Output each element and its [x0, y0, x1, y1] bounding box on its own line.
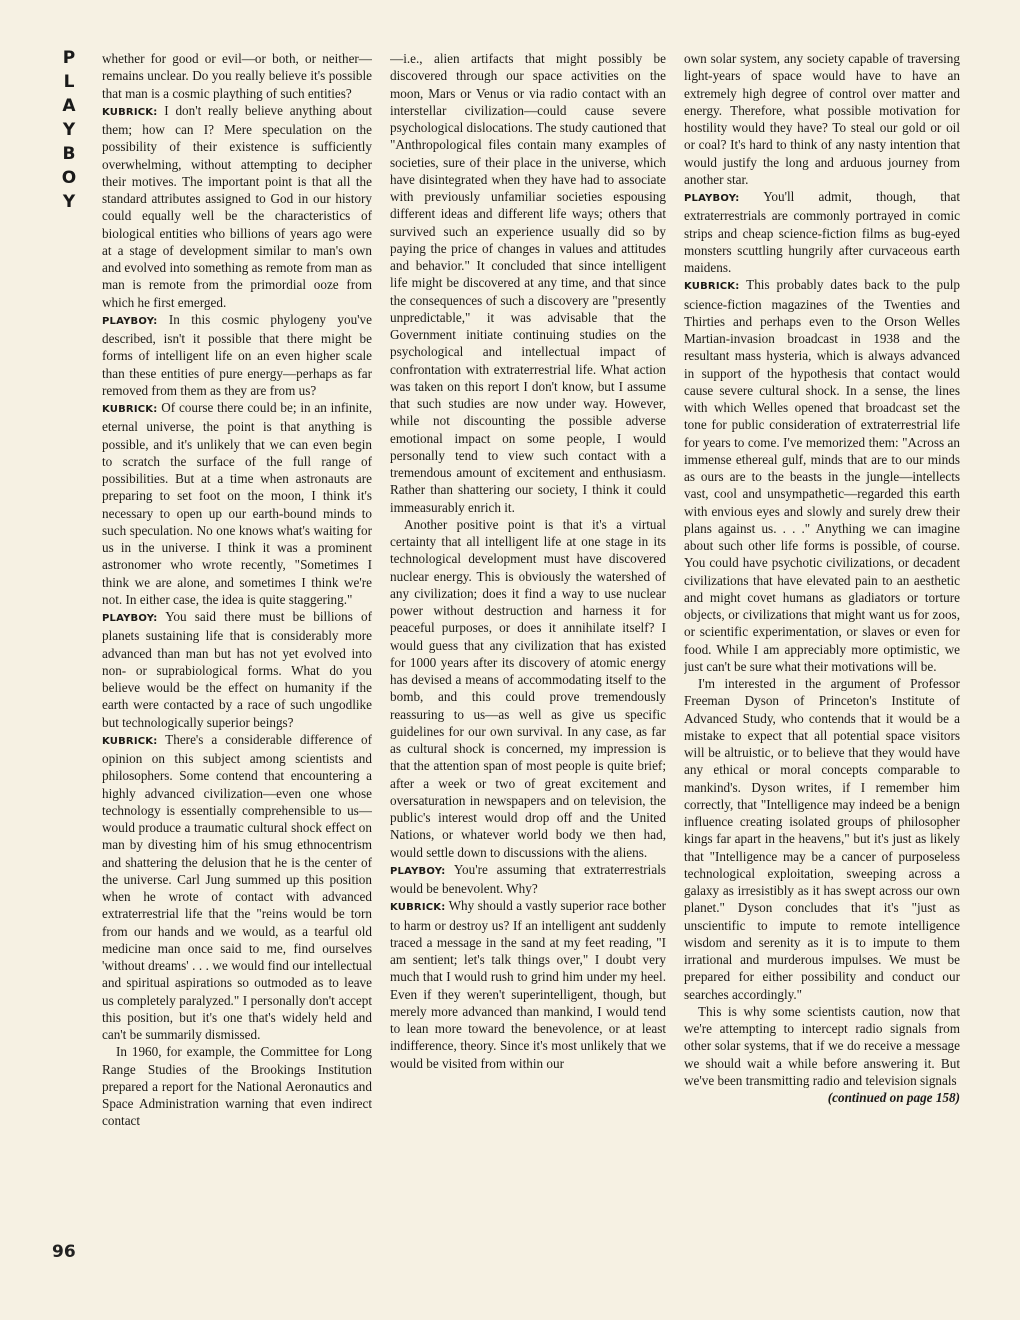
speaker-label: KUBRICK:: [390, 902, 446, 914]
article-column-1: [102, 50, 372, 1270]
paragraph-text: Another positive point is that it's a virtual certainty that all intelligent life at one stage in its technological development must have discovered nuclear energy. This is obviously the watershed of any civilization; does it find a way to use nuclear power without destruction and harness it for peaceful purposes, or does it annihilate itself? I would guess that any civilization that has existed for 1000 years after its discovery of atomic energy has devised a means of accommodating itself to the bomb, and this could prove tremendously reassuring to us—as well as give us specific guidelines for our own survival. In any case, as far as cultural shock is concerned, my impression is that the attention span of most people is quite brief; after a week or two of great excitement and oversaturation in newspapers and on television, the public's interest would drop off and the United Nations, or whatever world body we then had, would settle down to discussions with the aliens.: [390, 516, 666, 860]
paragraph-text: I'm interested in the argument of Professor Freeman Dyson of Princeton's Institute of Advanced Study, who contends that it would be a mistake to expect that all potential space visitors will be altruistic, or to believe that they would have any ethical or moral concepts comparable to mankind's. Dyson writes, if I remember him correctly, that "Intelligence may indeed be a benign influence creating isolated groups of philosopher kings far apart in the heavens," but it's just as likely that "Intelligence may be a cancer of purposeless technological exploitation, sweeping across a galaxy as irresistibly as it has swept across our own planet." Dyson concludes that it's "just as unscientific to impute to remote intelligence wisdom and serenity as it is to impute to them irrational and murderous impulses. We must be prepared for either possibility and conduct our searches accordingly.": [684, 676, 960, 1002]
paragraph-text: Of course there could be; in an infinite, eternal universe, the point is that anything is possible, and it's unlikely that we can even begin to scratch the surface of the full range of possibilities. But at a time when astronauts are preparing to set foot on the moon, I think it's necessary to open up our earth-bound minds to such speculation. No one knows what's waiting for us in the universe. I think it was a prominent astronomer who wrote recently, "Sometimes I think we are alone, and sometimes I think we're not. In either case, the idea is quite staggering.": [102, 400, 372, 607]
masthead-letter: B: [62, 144, 76, 164]
paragraph: [390, 897, 666, 1072]
paragraph: [102, 50, 372, 102]
paragraph-text: own solar system, any society capable of traversing light-years of space would have to have an extremely high degree of control over matter and energy. Therefore, what possible motivation for hostility would they have? To steal our gold or oil or coal? It's hard to think of any nasty intention that would justify the long and arduous journey from another star.: [684, 51, 960, 187]
masthead-letter: L: [63, 72, 75, 92]
paragraph-text: Why should a vastly superior race bother to harm or destroy us? If an intelligent ant suddenly traced a message in the sand at my feet reading, "I am sentient; let's talk things over," I doubt very much that I would rush to grind him under my heel. Even if they weren't superintelligent, though, but merely more advanced than mankind, I would tend to lean more toward the benevolence, or at least indifference, theory. Since it's most unlikely that we would be visited from within our: [390, 898, 666, 1071]
paragraph-text: This is why some scientists caution, now that we're attempting to intercept radio signals from other solar systems, that if we do receive a message we should wait a while before answering it. But we've been transmitting radio and television signals: [684, 1003, 960, 1088]
paragraph-text: In this cosmic phylogeny you've described, isn't it possible that there might be forms of intelligent life on an even higher scale than these entities of pure energy—perhaps as far removed from them as they are from us?: [102, 311, 372, 398]
paragraph: [102, 399, 372, 608]
speaker-label: PLAYBOY:: [684, 193, 740, 204]
paragraph: [390, 516, 666, 861]
speaker-label: KUBRICK:: [102, 404, 158, 415]
paragraph-text: You said there must be billions of planets sustaining life that is considerably more advanced than man but has not yet evolved into non- or suprabiological forms. What do you believe would be the effect on humanity if the earth were contacted by a race of such ungodlike but technologically superior beings?: [102, 609, 372, 730]
paragraph: [102, 608, 372, 731]
masthead-letter: P: [62, 48, 76, 68]
paragraph-text: whether for good or evil—or both, or neither—remains unclear. Do you really believe it's possible that man is a cosmic plaything of such entities?: [102, 51, 372, 101]
masthead-letter: A: [62, 96, 76, 116]
masthead-letter: Y: [62, 120, 76, 140]
paragraph: [390, 50, 666, 516]
masthead-letter: Y: [62, 192, 76, 212]
speaker-label: KUBRICK:: [102, 735, 158, 747]
speaker-label: PLAYBOY:: [390, 865, 446, 877]
paragraph-text: You're assuming that extraterrestrials would be benevolent. Why?: [390, 861, 666, 896]
article-column-2: [390, 50, 666, 1270]
paragraph-text: In 1960, for example, the Committee for Long Range Studies of the Brookings Institution prepared a report for the National Aeronautics and Space Administration warning that even indirect contact: [102, 1044, 372, 1129]
continued-note: [684, 1089, 960, 1106]
paragraph: [102, 731, 372, 1044]
article-column-3: [684, 50, 960, 1270]
speaker-label: KUBRICK:: [684, 281, 740, 293]
paragraph: [102, 311, 372, 399]
paragraph: [684, 188, 960, 276]
speaker-label: PLAYBOY:: [102, 315, 158, 327]
paragraph-text: You'll admit, though, that extraterrestrials are commonly portrayed in comic strips and cheap science-fiction films as bug-eyed monsters scuttling hungrily after curvaceous earth maidens.: [684, 189, 960, 275]
paragraph-text: —i.e., alien artifacts that might possibly be discovered through our space activities on the moon, Mars or Venus or via radio contact with an interstellar civilization—could cause severe psychological dislocations. The study cautioned that "Anthropological files contain many examples of societies, sure of their place in the universe, which have disintegrated when they have had to associate with previously unfamiliar societies espousing different ideas and different life ways; others that survived such an experience usually did so by paying the price of changes in values and attitudes and behavior." It concluded that since intelligent life might be discovered at any time, and that since the consequences of such a discovery are "presently unpredictable," it was advisable that the Government initiate continuing studies on the psychological and intellectual impact of confrontation with extraterrestrial life. What action was taken on this report I don't know, but I assume that such studies are now under way. However, while not discounting the possible adverse emotional impact on some people, I would personally tend to view such contact with a tremendous amount of excitement and enthusiasm. Rather than shattering our society, I think it could immeasurably enrich it.: [390, 51, 666, 515]
paragraph: [684, 276, 960, 675]
speaker-label: PLAYBOY:: [102, 613, 158, 624]
speaker-label: KUBRICK:: [102, 106, 158, 118]
masthead-letter: O: [61, 168, 77, 188]
paragraph: [102, 102, 372, 311]
page-number: 96: [52, 1242, 76, 1262]
paragraph: [684, 675, 960, 1003]
paragraph: [684, 1003, 960, 1089]
magazine-masthead: [52, 46, 86, 214]
paragraph: [102, 1043, 372, 1129]
paragraph: [684, 50, 960, 188]
paragraph-text: I don't really believe anything about them; how can I? Mere speculation on the possibility of their existence is sufficiently overwhelming, without attempting to decipher their motives. The important point is that all the standard attributes assigned to God in our history could equally well be the characteristics of biological entities who billions of years ago were at a stage of development similar to man's own and evolved into something as remote from man as man is remote from the primordial ooze from which he first emerged.: [102, 102, 372, 310]
paragraph-text: There's a considerable difference of opinion on this subject among scientists and philosophers. Some contend that encountering a highly advanced civilization—even one whose technology is essentially comprehensible to us—would produce a traumatic cultural shock effect on man by divesting him of his smug ethnocentrism and shattering the delusion that he is the center of the universe. Carl Jung summed up this position when he wrote of contact with advanced extraterrestrial life that the "reins would be torn from our hands and we would, as a tearful old medicine man once said to me, find ourselves 'without dreams' . . . we would find our intellectual and spiritual aspirations so outmoded as to leave us completely paralyzed." I personally don't accept this position, but it's one that's widely held and can't be summarily dismissed.: [102, 731, 372, 1042]
paragraph: [390, 861, 666, 898]
paragraph-text: (continued on page 158): [827, 1090, 960, 1105]
paragraph-text: This probably dates back to the pulp science-fiction magazines of the Twenties and Thirties and perhaps even to the Orson Welles Martian-invasion broadcast in 1938 and the resultant mass hysteria, which is always advanced in support of the hypothesis that contact would cause severe cultural shock. In a sense, the lines with which Welles opened that broadcast set the tone for public consideration of extraterrestrial life for years to come. I've memorized them: "Across an immense ethereal gulf, minds that are to our minds as ours are to the beasts in the jungle—intellects vast, cool and unsympathetic—regarded this earth with envious eyes and slowly and surely drew their plans against us. . . ." Anything we can imagine about such other life forms is possible, of course. You could have psychotic civilizations, or decadent civilizations that have elevated pain to an aesthetic and might covet humans as gladiators or torture objects, or civilizations that might want us for zoos, or scientific experimentation, or slaves or even for food. While I am appreciably more optimistic, we just can't be sure what their motivations will be.: [684, 277, 960, 674]
